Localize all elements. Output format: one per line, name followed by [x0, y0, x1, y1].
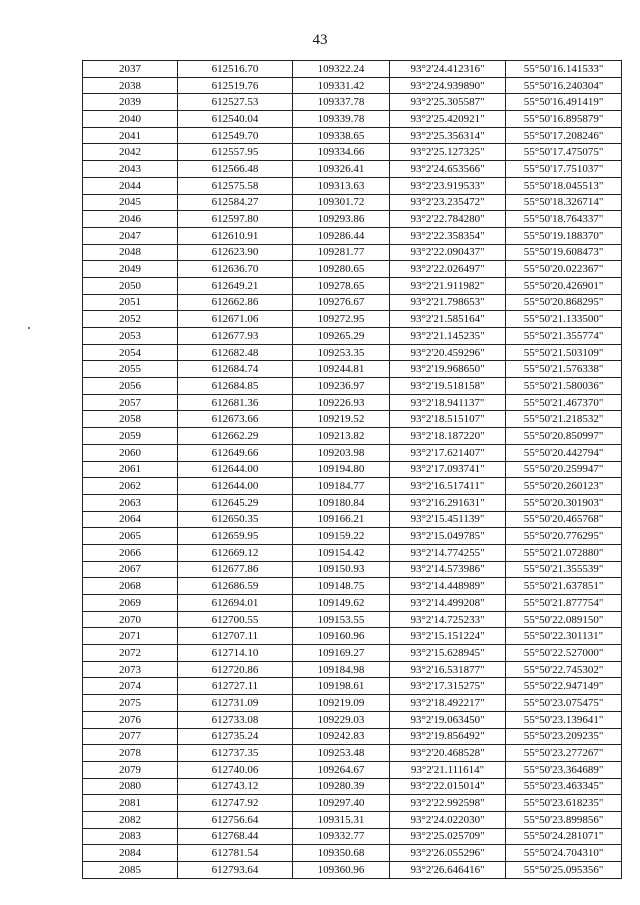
y-coordinate-cell: 109213.82 [293, 428, 390, 445]
latitude-cell: 55°50'20.259947" [506, 461, 622, 478]
longitude-cell: 93°2'21.585164" [390, 311, 506, 328]
latitude-cell: 55°50'16.895879" [506, 111, 622, 128]
y-coordinate-cell: 109350.68 [293, 845, 390, 862]
table-row [83, 511, 622, 528]
longitude-cell: 93°2'20.459296" [390, 344, 506, 361]
table-row [83, 277, 622, 294]
point-number-cell: 2046 [83, 211, 178, 228]
table-row [83, 311, 622, 328]
table-row [83, 411, 622, 428]
y-coordinate-cell: 109180.84 [293, 494, 390, 511]
latitude-cell: 55°50'20.442794" [506, 444, 622, 461]
latitude-cell: 55°50'20.301903" [506, 494, 622, 511]
longitude-cell: 93°2'18.492217" [390, 695, 506, 712]
y-coordinate-cell: 109198.61 [293, 678, 390, 695]
latitude-cell: 55°50'24.704310" [506, 845, 622, 862]
coordinates-table [82, 60, 622, 879]
longitude-cell: 93°2'21.911982" [390, 277, 506, 294]
latitude-cell: 55°50'23.364689" [506, 761, 622, 778]
point-number-cell: 2042 [83, 144, 178, 161]
latitude-cell: 55°50'17.751037" [506, 161, 622, 178]
y-coordinate-cell: 109160.96 [293, 628, 390, 645]
x-coordinate-cell: 612516.70 [178, 61, 293, 78]
x-coordinate-cell: 612707.11 [178, 628, 293, 645]
latitude-cell: 55°50'21.355774" [506, 328, 622, 345]
latitude-cell: 55°50'23.277267" [506, 745, 622, 762]
table-row [83, 227, 622, 244]
longitude-cell: 93°2'14.448989" [390, 578, 506, 595]
x-coordinate-cell: 612649.66 [178, 444, 293, 461]
latitude-cell: 55°50'22.745302" [506, 661, 622, 678]
latitude-cell: 55°50'23.463345" [506, 778, 622, 795]
longitude-cell: 93°2'23.235472" [390, 194, 506, 211]
point-number-cell: 2045 [83, 194, 178, 211]
y-coordinate-cell: 109338.65 [293, 127, 390, 144]
y-coordinate-cell: 109253.35 [293, 344, 390, 361]
table-row [83, 494, 622, 511]
table-row [83, 161, 622, 178]
latitude-cell: 55°50'21.133500" [506, 311, 622, 328]
table-row [83, 211, 622, 228]
longitude-cell: 93°2'14.774255" [390, 544, 506, 561]
x-coordinate-cell: 612645.29 [178, 494, 293, 511]
point-number-cell: 2041 [83, 127, 178, 144]
point-number-cell: 2084 [83, 845, 178, 862]
coordinates-table-body [83, 61, 622, 879]
table-row [83, 428, 622, 445]
y-coordinate-cell: 109326.41 [293, 161, 390, 178]
point-number-cell: 2069 [83, 595, 178, 612]
point-number-cell: 2057 [83, 394, 178, 411]
table-row [83, 77, 622, 94]
latitude-cell: 55°50'21.355539" [506, 561, 622, 578]
x-coordinate-cell: 612743.12 [178, 778, 293, 795]
point-number-cell: 2044 [83, 177, 178, 194]
longitude-cell: 93°2'18.515107" [390, 411, 506, 428]
y-coordinate-cell: 109159.22 [293, 528, 390, 545]
y-coordinate-cell: 109153.55 [293, 611, 390, 628]
x-coordinate-cell: 612644.00 [178, 478, 293, 495]
y-coordinate-cell: 109315.31 [293, 811, 390, 828]
longitude-cell: 93°2'14.725233" [390, 611, 506, 628]
point-number-cell: 2038 [83, 77, 178, 94]
point-number-cell: 2037 [83, 61, 178, 78]
point-number-cell: 2055 [83, 361, 178, 378]
point-number-cell: 2079 [83, 761, 178, 778]
point-number-cell: 2056 [83, 378, 178, 395]
longitude-cell: 93°2'19.856492" [390, 728, 506, 745]
latitude-cell: 55°50'23.209235" [506, 728, 622, 745]
point-number-cell: 2050 [83, 277, 178, 294]
x-coordinate-cell: 612519.76 [178, 77, 293, 94]
point-number-cell: 2078 [83, 745, 178, 762]
y-coordinate-cell: 109331.42 [293, 77, 390, 94]
latitude-cell: 55°50'19.188370" [506, 227, 622, 244]
x-coordinate-cell: 612597.80 [178, 211, 293, 228]
x-coordinate-cell: 612756.64 [178, 811, 293, 828]
longitude-cell: 93°2'14.499208" [390, 595, 506, 612]
longitude-cell: 93°2'24.653566" [390, 161, 506, 178]
longitude-cell: 93°2'22.358354" [390, 227, 506, 244]
latitude-cell: 55°50'16.491419" [506, 94, 622, 111]
y-coordinate-cell: 109322.24 [293, 61, 390, 78]
latitude-cell: 55°50'17.208246" [506, 127, 622, 144]
longitude-cell: 93°2'22.090437" [390, 244, 506, 261]
x-coordinate-cell: 612636.70 [178, 261, 293, 278]
table-row [83, 261, 622, 278]
latitude-cell: 55°50'20.426901" [506, 277, 622, 294]
y-coordinate-cell: 109337.78 [293, 94, 390, 111]
y-coordinate-cell: 109229.03 [293, 711, 390, 728]
longitude-cell: 93°2'25.420921" [390, 111, 506, 128]
point-number-cell: 2059 [83, 428, 178, 445]
x-coordinate-cell: 612720.86 [178, 661, 293, 678]
x-coordinate-cell: 612682.48 [178, 344, 293, 361]
y-coordinate-cell: 109313.63 [293, 177, 390, 194]
latitude-cell: 55°50'21.503109" [506, 344, 622, 361]
latitude-cell: 55°50'21.877754" [506, 595, 622, 612]
y-coordinate-cell: 109297.40 [293, 795, 390, 812]
coordinates-table-container [82, 60, 616, 879]
y-coordinate-cell: 109280.39 [293, 778, 390, 795]
table-row [83, 177, 622, 194]
longitude-cell: 93°2'17.093741" [390, 461, 506, 478]
x-coordinate-cell: 612659.95 [178, 528, 293, 545]
x-coordinate-cell: 612669.12 [178, 544, 293, 561]
table-row [83, 578, 622, 595]
x-coordinate-cell: 612677.93 [178, 328, 293, 345]
latitude-cell: 55°50'25.095356" [506, 862, 622, 879]
y-coordinate-cell: 109169.27 [293, 645, 390, 662]
table-row [83, 678, 622, 695]
longitude-cell: 93°2'26.055296" [390, 845, 506, 862]
y-coordinate-cell: 109194.80 [293, 461, 390, 478]
latitude-cell: 55°50'20.022367" [506, 261, 622, 278]
longitude-cell: 93°2'18.941137" [390, 394, 506, 411]
table-row [83, 94, 622, 111]
table-row [83, 761, 622, 778]
point-number-cell: 2043 [83, 161, 178, 178]
table-row [83, 862, 622, 879]
point-number-cell: 2083 [83, 828, 178, 845]
table-row [83, 361, 622, 378]
x-coordinate-cell: 612740.06 [178, 761, 293, 778]
y-coordinate-cell: 109265.29 [293, 328, 390, 345]
y-coordinate-cell: 109150.93 [293, 561, 390, 578]
point-number-cell: 2074 [83, 678, 178, 695]
x-coordinate-cell: 612677.86 [178, 561, 293, 578]
longitude-cell: 93°2'22.784280" [390, 211, 506, 228]
x-coordinate-cell: 612540.04 [178, 111, 293, 128]
table-row [83, 561, 622, 578]
point-number-cell: 2062 [83, 478, 178, 495]
x-coordinate-cell: 612650.35 [178, 511, 293, 528]
table-row [83, 127, 622, 144]
point-number-cell: 2047 [83, 227, 178, 244]
y-coordinate-cell: 109278.65 [293, 277, 390, 294]
point-number-cell: 2068 [83, 578, 178, 595]
latitude-cell: 55°50'21.576338" [506, 361, 622, 378]
latitude-cell: 55°50'16.240304" [506, 77, 622, 94]
table-row [83, 745, 622, 762]
table-row [83, 461, 622, 478]
scan-mark [28, 327, 30, 329]
x-coordinate-cell: 612662.86 [178, 294, 293, 311]
longitude-cell: 93°2'16.531877" [390, 661, 506, 678]
x-coordinate-cell: 612623.90 [178, 244, 293, 261]
table-row [83, 711, 622, 728]
point-number-cell: 2085 [83, 862, 178, 879]
table-row [83, 695, 622, 712]
point-number-cell: 2082 [83, 811, 178, 828]
longitude-cell: 93°2'26.646416" [390, 862, 506, 879]
point-number-cell: 2065 [83, 528, 178, 545]
x-coordinate-cell: 612557.95 [178, 144, 293, 161]
latitude-cell: 55°50'20.465768" [506, 511, 622, 528]
point-number-cell: 2067 [83, 561, 178, 578]
y-coordinate-cell: 109272.95 [293, 311, 390, 328]
point-number-cell: 2054 [83, 344, 178, 361]
y-coordinate-cell: 109276.67 [293, 294, 390, 311]
point-number-cell: 2063 [83, 494, 178, 511]
y-coordinate-cell: 109339.78 [293, 111, 390, 128]
table-row [83, 478, 622, 495]
latitude-cell: 55°50'16.141533" [506, 61, 622, 78]
latitude-cell: 55°50'22.527000" [506, 645, 622, 662]
y-coordinate-cell: 109203.98 [293, 444, 390, 461]
x-coordinate-cell: 612781.54 [178, 845, 293, 862]
point-number-cell: 2081 [83, 795, 178, 812]
point-number-cell: 2076 [83, 711, 178, 728]
x-coordinate-cell: 612714.10 [178, 645, 293, 662]
y-coordinate-cell: 109166.21 [293, 511, 390, 528]
point-number-cell: 2058 [83, 411, 178, 428]
x-coordinate-cell: 612735.24 [178, 728, 293, 745]
latitude-cell: 55°50'17.475075" [506, 144, 622, 161]
y-coordinate-cell: 109226.93 [293, 394, 390, 411]
x-coordinate-cell: 612610.91 [178, 227, 293, 244]
latitude-cell: 55°50'20.776295" [506, 528, 622, 545]
page-number: 43 [312, 32, 328, 48]
longitude-cell: 93°2'19.968650" [390, 361, 506, 378]
longitude-cell: 93°2'15.151224" [390, 628, 506, 645]
x-coordinate-cell: 612673.66 [178, 411, 293, 428]
table-row [83, 828, 622, 845]
y-coordinate-cell: 109149.62 [293, 595, 390, 612]
x-coordinate-cell: 612793.64 [178, 862, 293, 879]
x-coordinate-cell: 612731.09 [178, 695, 293, 712]
table-row [83, 144, 622, 161]
longitude-cell: 93°2'25.305587" [390, 94, 506, 111]
x-coordinate-cell: 612662.29 [178, 428, 293, 445]
x-coordinate-cell: 612694.01 [178, 595, 293, 612]
point-number-cell: 2040 [83, 111, 178, 128]
longitude-cell: 93°2'14.573986" [390, 561, 506, 578]
longitude-cell: 93°2'16.291631" [390, 494, 506, 511]
longitude-cell: 93°2'19.518158" [390, 378, 506, 395]
point-number-cell: 2053 [83, 328, 178, 345]
point-number-cell: 2048 [83, 244, 178, 261]
longitude-cell: 93°2'20.468528" [390, 745, 506, 762]
longitude-cell: 93°2'22.026497" [390, 261, 506, 278]
point-number-cell: 2039 [83, 94, 178, 111]
point-number-cell: 2061 [83, 461, 178, 478]
x-coordinate-cell: 612727.11 [178, 678, 293, 695]
longitude-cell: 93°2'25.356314" [390, 127, 506, 144]
y-coordinate-cell: 109264.67 [293, 761, 390, 778]
point-number-cell: 2072 [83, 645, 178, 662]
y-coordinate-cell: 109253.48 [293, 745, 390, 762]
longitude-cell: 93°2'22.992598" [390, 795, 506, 812]
x-coordinate-cell: 612684.85 [178, 378, 293, 395]
latitude-cell: 55°50'21.467370" [506, 394, 622, 411]
latitude-cell: 55°50'18.045513" [506, 177, 622, 194]
table-row [83, 344, 622, 361]
y-coordinate-cell: 109332.77 [293, 828, 390, 845]
longitude-cell: 93°2'22.015014" [390, 778, 506, 795]
longitude-cell: 93°2'17.315275" [390, 678, 506, 695]
table-row [83, 394, 622, 411]
longitude-cell: 93°2'15.628945" [390, 645, 506, 662]
x-coordinate-cell: 612527.53 [178, 94, 293, 111]
y-coordinate-cell: 109286.44 [293, 227, 390, 244]
x-coordinate-cell: 612681.36 [178, 394, 293, 411]
longitude-cell: 93°2'23.919533" [390, 177, 506, 194]
latitude-cell: 55°50'23.075475" [506, 695, 622, 712]
x-coordinate-cell: 612584.27 [178, 194, 293, 211]
y-coordinate-cell: 109293.86 [293, 211, 390, 228]
latitude-cell: 55°50'23.139641" [506, 711, 622, 728]
x-coordinate-cell: 612684.74 [178, 361, 293, 378]
point-number-cell: 2071 [83, 628, 178, 645]
y-coordinate-cell: 109184.77 [293, 478, 390, 495]
x-coordinate-cell: 612549.70 [178, 127, 293, 144]
table-row [83, 728, 622, 745]
x-coordinate-cell: 612747.92 [178, 795, 293, 812]
longitude-cell: 93°2'16.517411" [390, 478, 506, 495]
x-coordinate-cell: 612566.48 [178, 161, 293, 178]
longitude-cell: 93°2'24.939890" [390, 77, 506, 94]
point-number-cell: 2049 [83, 261, 178, 278]
longitude-cell: 93°2'25.127325" [390, 144, 506, 161]
latitude-cell: 55°50'21.637851" [506, 578, 622, 595]
table-row [83, 328, 622, 345]
table-row [83, 795, 622, 812]
table-row [83, 194, 622, 211]
y-coordinate-cell: 109242.83 [293, 728, 390, 745]
latitude-cell: 55°50'23.899856" [506, 811, 622, 828]
y-coordinate-cell: 109219.09 [293, 695, 390, 712]
longitude-cell: 93°2'21.798653" [390, 294, 506, 311]
x-coordinate-cell: 612644.00 [178, 461, 293, 478]
latitude-cell: 55°50'24.281071" [506, 828, 622, 845]
x-coordinate-cell: 612737.35 [178, 745, 293, 762]
point-number-cell: 2066 [83, 544, 178, 561]
y-coordinate-cell: 109148.75 [293, 578, 390, 595]
table-row [83, 645, 622, 662]
longitude-cell: 93°2'24.412316" [390, 61, 506, 78]
latitude-cell: 55°50'22.089150" [506, 611, 622, 628]
longitude-cell: 93°2'24.022030" [390, 811, 506, 828]
table-row [83, 528, 622, 545]
table-row [83, 111, 622, 128]
table-row [83, 544, 622, 561]
latitude-cell: 55°50'23.618235" [506, 795, 622, 812]
table-row [83, 61, 622, 78]
x-coordinate-cell: 612649.21 [178, 277, 293, 294]
table-row [83, 811, 622, 828]
y-coordinate-cell: 109244.81 [293, 361, 390, 378]
point-number-cell: 2060 [83, 444, 178, 461]
table-row [83, 845, 622, 862]
point-number-cell: 2077 [83, 728, 178, 745]
y-coordinate-cell: 109184.98 [293, 661, 390, 678]
table-row [83, 595, 622, 612]
y-coordinate-cell: 109219.52 [293, 411, 390, 428]
table-row [83, 378, 622, 395]
y-coordinate-cell: 109236.97 [293, 378, 390, 395]
table-row [83, 778, 622, 795]
table-row [83, 661, 622, 678]
y-coordinate-cell: 109280.65 [293, 261, 390, 278]
longitude-cell: 93°2'25.025709" [390, 828, 506, 845]
latitude-cell: 55°50'22.301131" [506, 628, 622, 645]
table-row [83, 628, 622, 645]
latitude-cell: 55°50'20.850997" [506, 428, 622, 445]
y-coordinate-cell: 109334.66 [293, 144, 390, 161]
point-number-cell: 2075 [83, 695, 178, 712]
latitude-cell: 55°50'21.580036" [506, 378, 622, 395]
latitude-cell: 55°50'20.868295" [506, 294, 622, 311]
y-coordinate-cell: 109301.72 [293, 194, 390, 211]
point-number-cell: 2073 [83, 661, 178, 678]
point-number-cell: 2052 [83, 311, 178, 328]
table-row [83, 294, 622, 311]
latitude-cell: 55°50'18.326714" [506, 194, 622, 211]
point-number-cell: 2064 [83, 511, 178, 528]
longitude-cell: 93°2'15.451139" [390, 511, 506, 528]
y-coordinate-cell: 109360.96 [293, 862, 390, 879]
latitude-cell: 55°50'18.764337" [506, 211, 622, 228]
table-row [83, 611, 622, 628]
latitude-cell: 55°50'21.072880" [506, 544, 622, 561]
x-coordinate-cell: 612768.44 [178, 828, 293, 845]
latitude-cell: 55°50'22.947149" [506, 678, 622, 695]
table-row [83, 244, 622, 261]
longitude-cell: 93°2'21.111614" [390, 761, 506, 778]
point-number-cell: 2080 [83, 778, 178, 795]
longitude-cell: 93°2'15.049785" [390, 528, 506, 545]
longitude-cell: 93°2'18.187220" [390, 428, 506, 445]
longitude-cell: 93°2'17.621407" [390, 444, 506, 461]
longitude-cell: 93°2'19.063450" [390, 711, 506, 728]
x-coordinate-cell: 612700.55 [178, 611, 293, 628]
latitude-cell: 55°50'19.608473" [506, 244, 622, 261]
table-row [83, 444, 622, 461]
x-coordinate-cell: 612686.59 [178, 578, 293, 595]
latitude-cell: 55°50'20.260123" [506, 478, 622, 495]
x-coordinate-cell: 612733.08 [178, 711, 293, 728]
x-coordinate-cell: 612575.58 [178, 177, 293, 194]
latitude-cell: 55°50'21.218532" [506, 411, 622, 428]
longitude-cell: 93°2'21.145235" [390, 328, 506, 345]
x-coordinate-cell: 612671.06 [178, 311, 293, 328]
point-number-cell: 2051 [83, 294, 178, 311]
point-number-cell: 2070 [83, 611, 178, 628]
y-coordinate-cell: 109281.77 [293, 244, 390, 261]
y-coordinate-cell: 109154.42 [293, 544, 390, 561]
